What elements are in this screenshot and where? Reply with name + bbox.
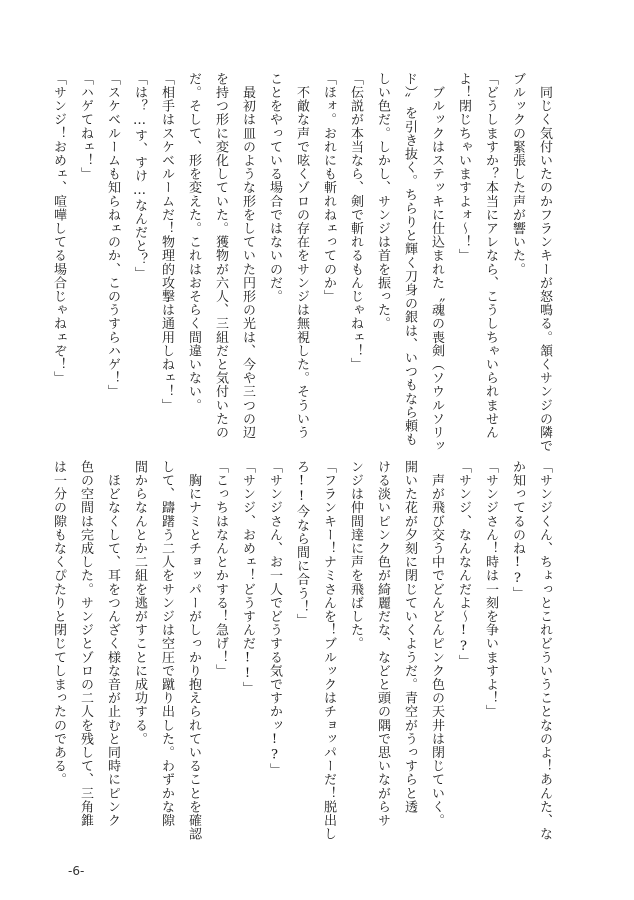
text-column: 「サンジ、なんなんだよ〜!?」 [456,460,471,668]
text-column: 「サンジ！おめェ、喧嘩してる場合じゃねェぞ！」 [51,72,66,385]
text-column: 「ハゲてねェ！」 [78,72,93,181]
text-column: ける淡いピンク色が綺麗だな、などと頭の隅で思いながらサ [375,460,390,828]
upper-text-block [51,72,558,453]
text-column: ンジは仲間達に声を飛ばした。 [348,460,363,651]
text-column: 「サンジさん、お一人でどうする気ですかッ!?」 [267,460,282,777]
text-column: ブルックはステッキに仕込まれた〝魂の喪剣（ソウルソリッ [429,72,444,453]
text-column: 間からなんとか二組を逃がすことに成功する。 [132,460,147,746]
text-column: 「サンジ、おめェ！どうすんだ!!」 [240,460,255,696]
text-column: 「こっちはなんとかする！急げ！」 [213,460,228,678]
page-number: -6- [68,864,85,878]
text-column: ブルックの緊張した声が響いた。 [510,72,525,276]
text-column: 開いた花が夕刻に閉じていくようだ。青空がうっすらと透 [402,460,417,814]
lower-text-block [51,460,558,841]
text-column: ド）〟を引き抜く。ちらりと輝く刀身の銀は、いつもなら頼も [402,72,417,447]
text-column: 同じく気付いたのかフランキーが怒鳴る。頷くサンジの隣で [537,72,552,453]
text-column: 「どうしますか？本当にアレなら、こうしちゃいられません [483,72,498,440]
text-column: 「伝説が本当なら、剣で斬れるもんじゃねェ！」 [348,72,363,372]
text-column: 「フランキー！ナミさんを！ブルックはチョッパーだ！脱出し [321,460,336,841]
text-column: 胸にナミとチョッパーがしっかり抱えられていることを確認 [186,460,201,841]
text-column: を持つ形に変化していた。獲物が六人、三組だと気付いたの [213,72,228,440]
text-column: して、躊躇う二人をサンジは空圧で蹴り出した。わずかな隙 [159,460,174,828]
text-column: 「サンジくん、ちょっとこれどういうことなのよ！あんた、な [537,460,552,841]
text-column: 「サンジさん！時は一刻を争いますよ！」 [483,460,498,719]
text-column: 声が飛び交う中でどんどんピンク色の天井は閉じていく。 [429,460,444,828]
text-column: よ！閉じちゃいますよォ〜！」 [456,72,471,263]
text-column: 「は？…す、すけ…なんだと？」 [132,72,147,280]
text-column: ほどなくして、耳をつんざく様な音が止むと同時にピンク [105,460,120,828]
text-column: ろ!!今なら間に合う！」 [294,460,309,628]
text-column: 「相手はスケベルームだ！物理的攻撃は通用しねェ！」 [159,72,174,412]
text-column: 色の空間は完成した。サンジとゾロの二人を残して、三角錐 [78,460,93,828]
text-column: 「ほォ。おれにも斬れねェってのか」 [321,72,336,304]
text-column: ことをやっている場合ではないのだ。 [267,72,282,304]
text-column: 最初は皿のような形をしていた円形の光は、今や三つの辺 [240,72,255,440]
text-column: だ。そして、形を変えた。これはおそらく間違いない。 [186,72,201,412]
text-column: 不敵な声で呟くゾロの存在をサンジは無視した。そういう [294,72,309,440]
text-column: しい色だ。しかし、サンジは首を振った。 [375,72,390,331]
text-column: か知ってるのね!?」 [510,460,525,600]
text-column: 「スケベルームも知らねェのか、このうすらハゲ！」 [105,72,120,399]
text-column: は一分の隙もなくぴたりと閉じてしまったのである。 [51,460,66,787]
